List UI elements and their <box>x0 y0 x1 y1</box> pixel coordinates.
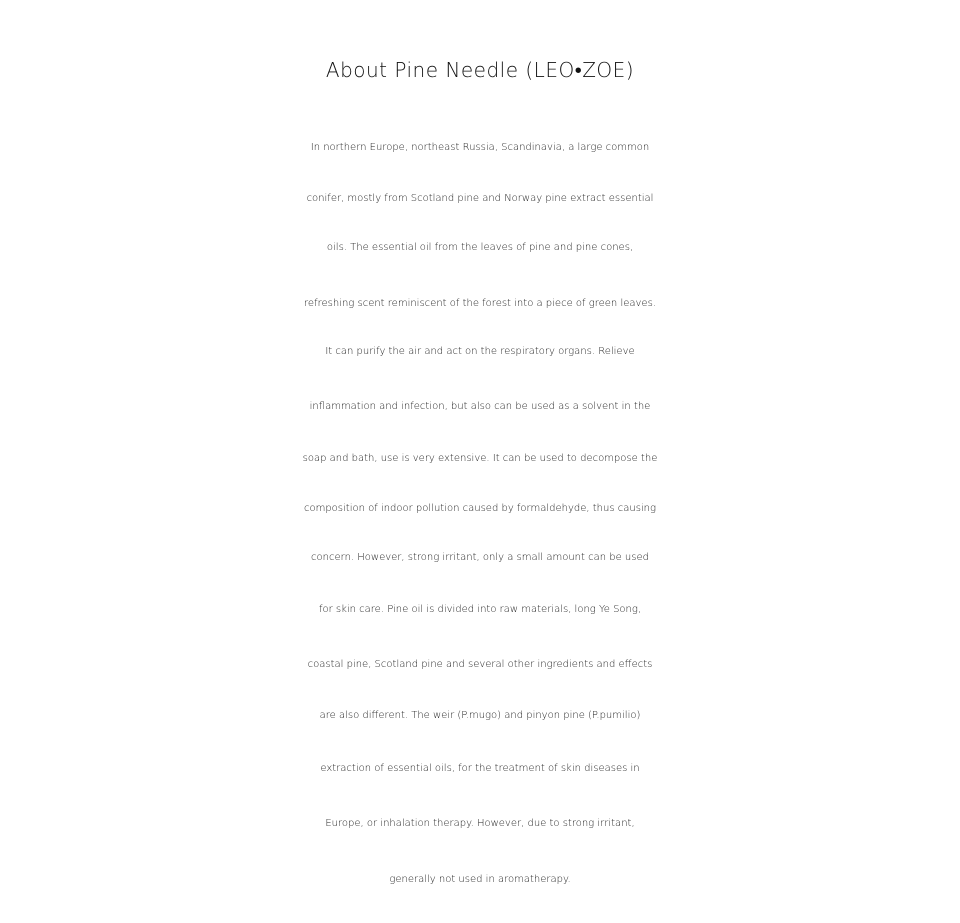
paragraph-line: for skin care. Pine oil is divided into raw materials, long Ye Song, <box>318 604 642 615</box>
paragraph-line: Europe, or inhalation therapy. However, due to strong irritant, <box>325 818 635 829</box>
paragraph-line: In northern Europe, northeast Russia, Scandinavia, a large common <box>310 142 650 153</box>
paragraph-line: composition of indoor pollution caused by formaldehyde, thus causing <box>303 503 657 514</box>
paragraph-line: refreshing scent reminiscent of the forest into a piece of green leaves. <box>304 298 656 309</box>
paragraph-line: soap and bath, use is very extensive. It can be used to decompose the <box>302 453 658 464</box>
paragraph-line: extraction of essential oils, for the treatment of skin diseases in <box>320 763 640 774</box>
page-title: About Pine Needle (LEO•ZOE) <box>325 58 635 82</box>
paragraph-line: concern. However, strong irritant, only a small amount can be used <box>311 552 649 563</box>
paragraph-line: conifer, mostly from Scotland pine and Norway pine extract essential <box>306 193 654 204</box>
paragraph-line: oils. The essential oil from the leaves of pine and pine cones, <box>326 242 634 253</box>
paragraph-line: It can purify the air and act on the respiratory organs. Relieve <box>325 346 635 357</box>
paragraph-line: inflammation and infection, but also can be used as a solvent in the <box>309 401 651 412</box>
paragraph-line: coastal pine, Scotland pine and several other ingredients and effects <box>307 659 653 670</box>
paragraph-line: generally not used in aromatherapy. <box>389 874 571 885</box>
paragraph-line: are also different. The weir (P.mugo) and pinyon pine (P.pumilio) <box>319 710 641 721</box>
